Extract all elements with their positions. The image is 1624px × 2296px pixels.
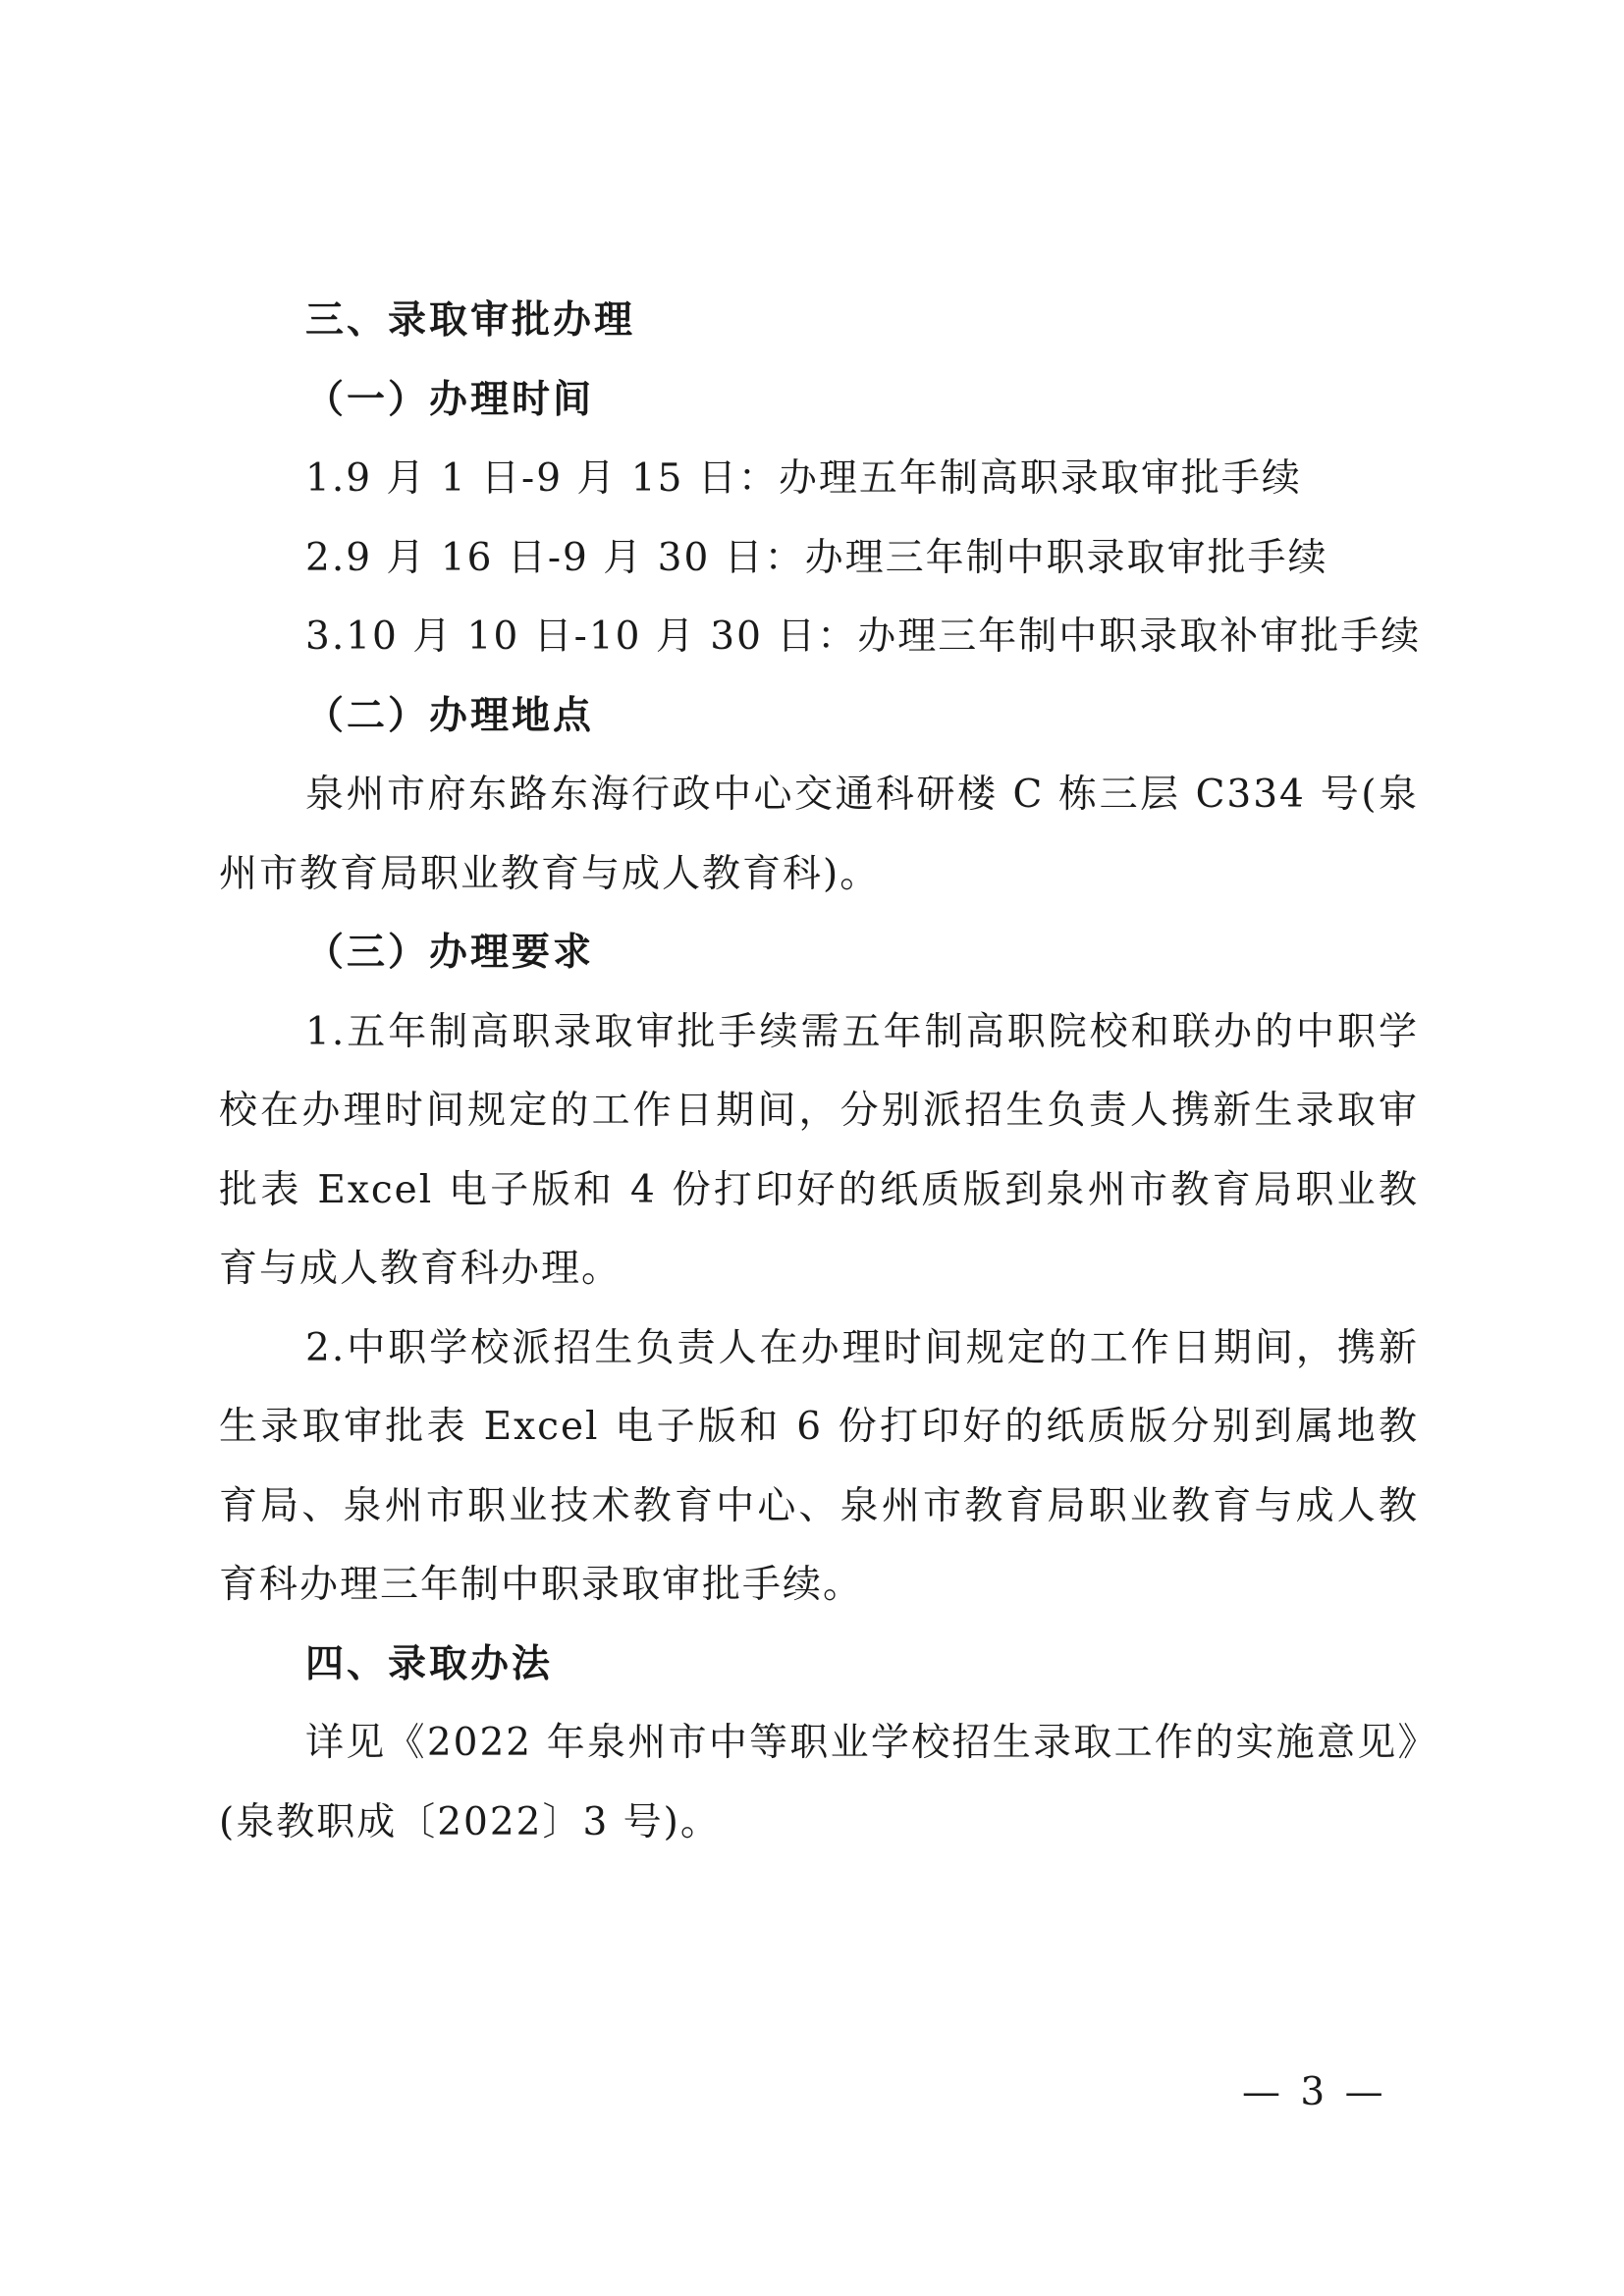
page-number: — 3 —	[1242, 2070, 1387, 2114]
handling-time-heading: （一）办理时间	[305, 377, 595, 422]
document-body	[219, 282, 1422, 1862]
handling-time-item-2: 2.9 月 16 日-9 月 30 日：办理三年制中职录取审批手续	[305, 535, 1328, 580]
admission-method-text: 详见《2022 年泉州市中等职业学校招生录取工作的实施意见》(泉教职成〔2022〕3 号)。	[219, 1721, 1419, 1844]
handling-location-heading: （二）办理地点	[305, 693, 595, 738]
handling-time-item-1: 1.9 月 1 日-9 月 15 日：办理五年制高职录取审批手续	[305, 456, 1302, 501]
section-three-heading: 三、录取审批办理	[305, 298, 636, 343]
requirement-item-1: 1.五年制高职录取审批手续需五年制高职院校和联办的中职学校在办理时间规定的工作日期间，分别派招生负责人携新生录取审批表 Excel 电子版和 4 份打印好的纸质版到泉州市教育局职业教育与成人教育科办理。	[219, 1009, 1419, 1291]
section-four-heading: 四、录取办法	[305, 1641, 554, 1686]
handling-time-item-3: 3.10 月 10 日-10 月 30 日：办理三年制中职录取补审批手续	[305, 614, 1422, 659]
requirement-item-2: 2.中职学校派招生负责人在办理时间规定的工作日期间，携新生录取审批表 Excel 电子版和 6 份打印好的纸质版分别到属地教育局、泉州市职业技术教育中心、泉州市教育局职业教育与成人教育科办理三年制中职录取审批手续。	[219, 1325, 1419, 1607]
handling-location-text: 泉州市府东路东海行政中心交通科研楼 C 栋三层 C334 号(泉州市教育局职业教育与成人教育科)。	[219, 773, 1419, 896]
handling-requirements-heading: （三）办理要求	[305, 931, 595, 975]
